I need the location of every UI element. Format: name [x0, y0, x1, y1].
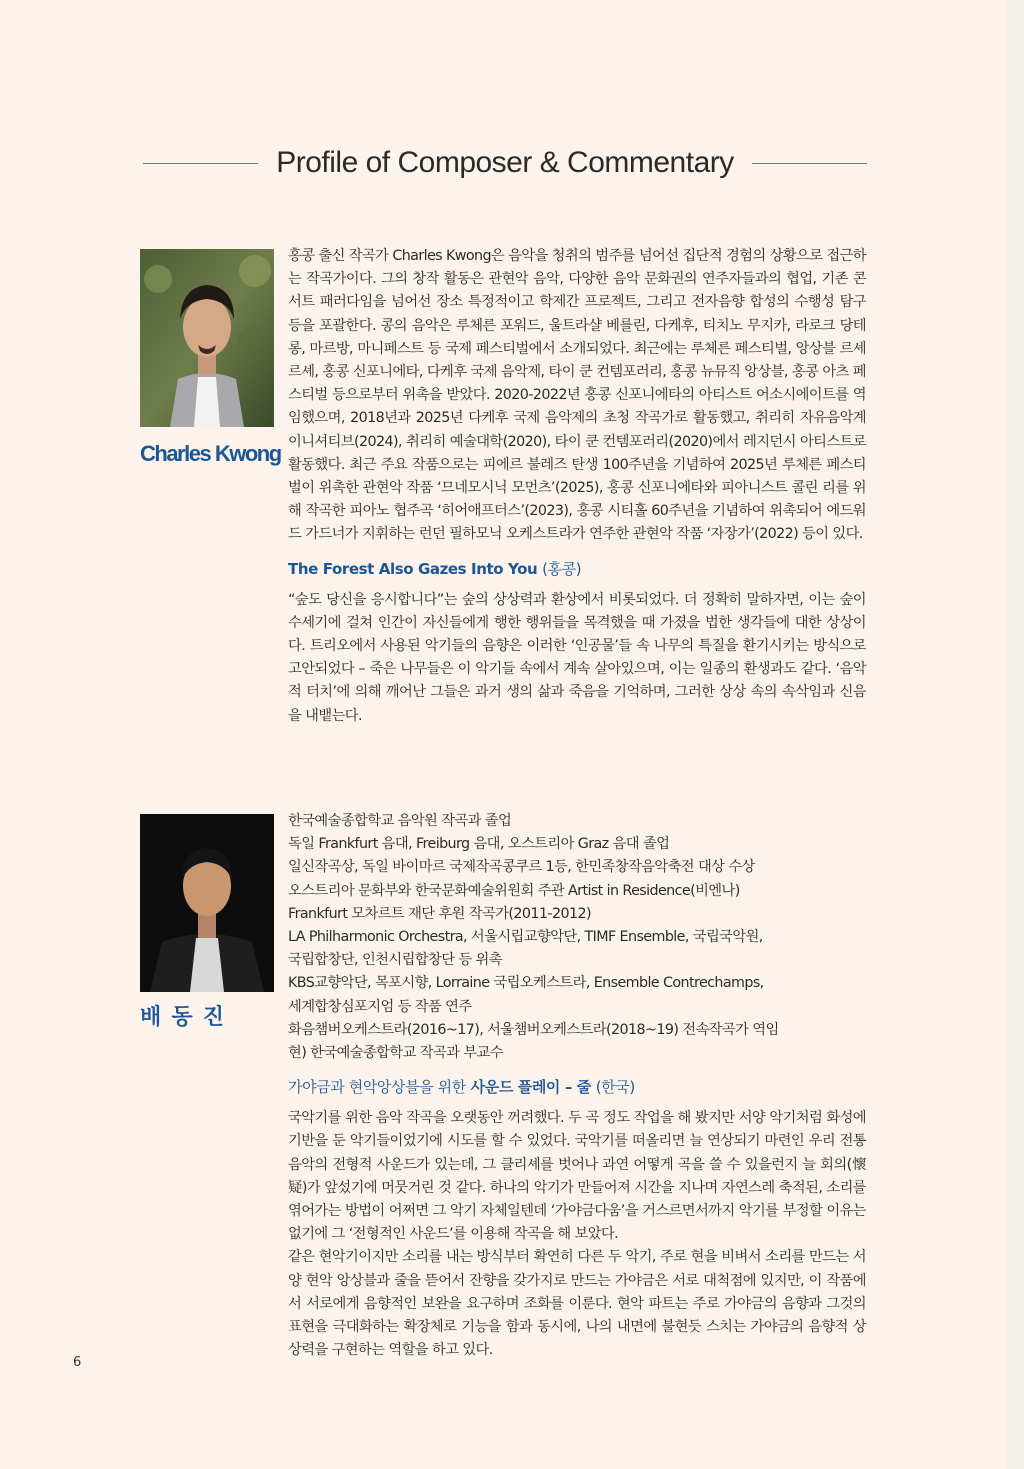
composer-name: Charles Kwong: [140, 441, 281, 466]
bio-line: 일신작곡상, 독일 바이마르 국제작곡콩쿠르 1등, 한민족창작음악축전 대상 수상: [288, 859, 755, 876]
bio-line: 현) 한국예술종합학교 작곡과 부교수: [288, 1045, 503, 1062]
bio-line: LA Philharmonic Orchestra, 서울시립교향악단, TIMF Ensemble, 국립국악원,: [288, 929, 763, 946]
piece-commentary: “숲도 당신을 응시합니다”는 숲의 상상력과 환상에서 비롯되었다. 더 정확히 말하자면, 이는 숲이 수세기에 걸쳐 인간이 자신들에게 행한 행위들을 목격했을 때 가졌을 법한 생각들에 대한 상상이다. 트리오에서 사용된 악기들의 음향은 이러한 ‘인공물’들 속 나무의 특질을 환기시키는 방식으로 고안되었다 – 죽은 나무들은 이 악기들 속에서 계속 살아있으며, 이는 일종의 환생과도 같다. ‘음악적 터치’에 의해 깨어난 그들은 과거 생의 삶과 죽음을 기억하며, 그러한 상상 속의 속삭임과 신음을 내뱉는다.: [288, 591, 866, 724]
title-rule-left: [143, 163, 258, 164]
piece-title: 사운드 플레이 – 줄: [470, 1078, 591, 1097]
title-row: [143, 140, 867, 186]
bio-line: 독일 Frankfurt 음대, Freiburg 음대, 오스트리아 Graz 음대 졸업: [288, 836, 670, 853]
composer-photo-charles-kwong: [140, 249, 274, 427]
bio-line: 한국예술종합학교 음악원 작곡과 졸업: [288, 813, 512, 829]
composer-bio-list: [288, 810, 866, 1065]
bio-line: Frankfurt 모차르트 재단 후원 작곡가(2011-2012): [288, 905, 591, 922]
composer-photo-bae-dongjin: [140, 814, 274, 992]
bio-line: 국립합창단, 인천시립합창단 등 위촉: [288, 952, 502, 969]
bio-line: 화음챔버오케스트라(2016~17), 서울챔버오케스트라(2018~19) 전속작곡가 역임: [288, 1021, 779, 1038]
page-title: Profile of Composer & Commentary: [276, 146, 734, 179]
bio-line: 세계합창심포지엄 등 작품 연주: [288, 998, 472, 1015]
piece-title-prefix: 가야금과 현악앙상블을 위한: [288, 1078, 466, 1097]
piece-title-heading: [288, 559, 866, 579]
page-edge-strip: [1007, 0, 1024, 1469]
composer-bio: 홍콩 출신 작곡가 Charles Kwong은 음악을 청취의 범주를 넘어선 집단적 경험의 상황으로 접근하는 작곡가이다. 그의 창작 활동은 관현악 음악, 다양한 음악 문화권의 연주자들과의 협업, 기존 콘서트 패러다임을 넘어선 장소 특정적이고 학제간 프로젝트, 그리고 전자음향 합성의 수행성 탐구 등을 포괄한다. 콩의 음악은 루체른 포워드, 울트라샬 베를린, 다케후, 티치노 무지카, 라로크 당테롱, 마르방, 마니페스트 등 국제 페스티벌에서 소개되었다. 최근에는 루체른 페스티벌, 앙상블 르셰르셰, 홍콩 신포니에타, 다케후 국제 음악제, 타이 쿤 컨템포러리, 홍콩 뉴뮤직 앙상블, 홍콩 아츠 페스티벌 등으로부터 위촉을 받았다. 2020-2022년 홍콩 신포니에타의 아티스트 어소시에이트를 역임했으며, 2018년과 2025년 다케후 국제 음악제의 초청 작곡가로 활동했고, 취리히 자유음악계 이니셔티브(2024), 취리히 예술대학(2020), 타이 쿤 컨템포러리(2020)에서 레지던시 아티스트로 활동했다. 최근 주요 작품으로는 피에르 불레즈 탄생 100주년을 기념하여 2025년 루체른 페스티벌이 위촉한 관현악 작품 ‘므네모시닉 모먼츠’(2025), 홍콩 신포니에타와 피아니스트 콜린 리를 위해 작곡한 피아노 협주곡 ‘히어애프터스’(2023), 홍콩 시티홀 60주년을 기념하여 위촉되어 에드워드 가드너가 지휘하는 런던 필하모닉 오케스트라가 연주한 관현악 작품 ‘자장가’(2022) 등이 있다.: [288, 248, 866, 543]
piece-title-heading: [288, 1077, 866, 1097]
title-rule-right: [752, 163, 867, 164]
composer-name: 배 동 진: [140, 1004, 226, 1029]
page-number: 6: [73, 1355, 82, 1370]
piece-origin: (한국): [595, 1078, 635, 1097]
piece-commentary-paragraph-1: 국악기를 위한 음악 작곡을 오랫동안 꺼려했다. 두 곡 정도 작업을 해 봤지만 서양 악기처럼 화성에 기반을 둔 악기들이었기에 시도를 할 수 있었다. 국악기를 떠올리면 늘 연상되기 마련인 우리 전통 음악의 전형적 사운드가 있는데, 그 클리셰를 벗어나 과연 어떻게 곡을 쓸 수 있을런지 늘 회의(懷疑)가 앞섰기에 머뭇거린 것 같다. 하나의 악기가 만들어져 시간을 지나며 자연스레 축적된, 소리를 엮어가는 방법이 어쩌면 그 악기 자체일텐데 ‘가야금다움’을 거스르면서까지 악기를 부정할 이유는 없기에 그 ‘전형적인 사운드’를 이용해 작곡을 해 보았다.: [288, 1110, 866, 1243]
bio-line: 오스트리아 문화부와 한국문화예술위원회 주관 Artist in Residence(비엔나): [288, 882, 740, 899]
piece-origin: (홍콩): [542, 559, 582, 578]
composer-text-column: [288, 810, 866, 1362]
composer-text-column: [288, 245, 866, 728]
bio-line: KBS교향악단, 목포시향, Lorraine 국립오케스트라, Ensemble Contrechamps,: [288, 975, 764, 992]
piece-commentary-paragraph-2: 같은 현악기이지만 소리를 내는 방식부터 확연히 다른 두 악기, 주로 현을 비벼서 소리를 만드는 서양 현악 앙상블과 줄을 뜯어서 잔향을 갖가지로 만드는 가야금은 서로 대척점에 있지만, 이 작품에서 서로에게 음향적인 보완을 요구하며 조화를 이룬다. 현악 파트는 주로 가야금의 음향과 그것의 표현을 극대화하는 확장체로 기능을 함과 동시에, 나의 내면에 불현듯 스치는 가야금의 음향적 상상력을 구현하는 역할을 하고 있다.: [288, 1249, 866, 1359]
piece-title: The Forest Also Gazes Into You: [288, 559, 538, 578]
